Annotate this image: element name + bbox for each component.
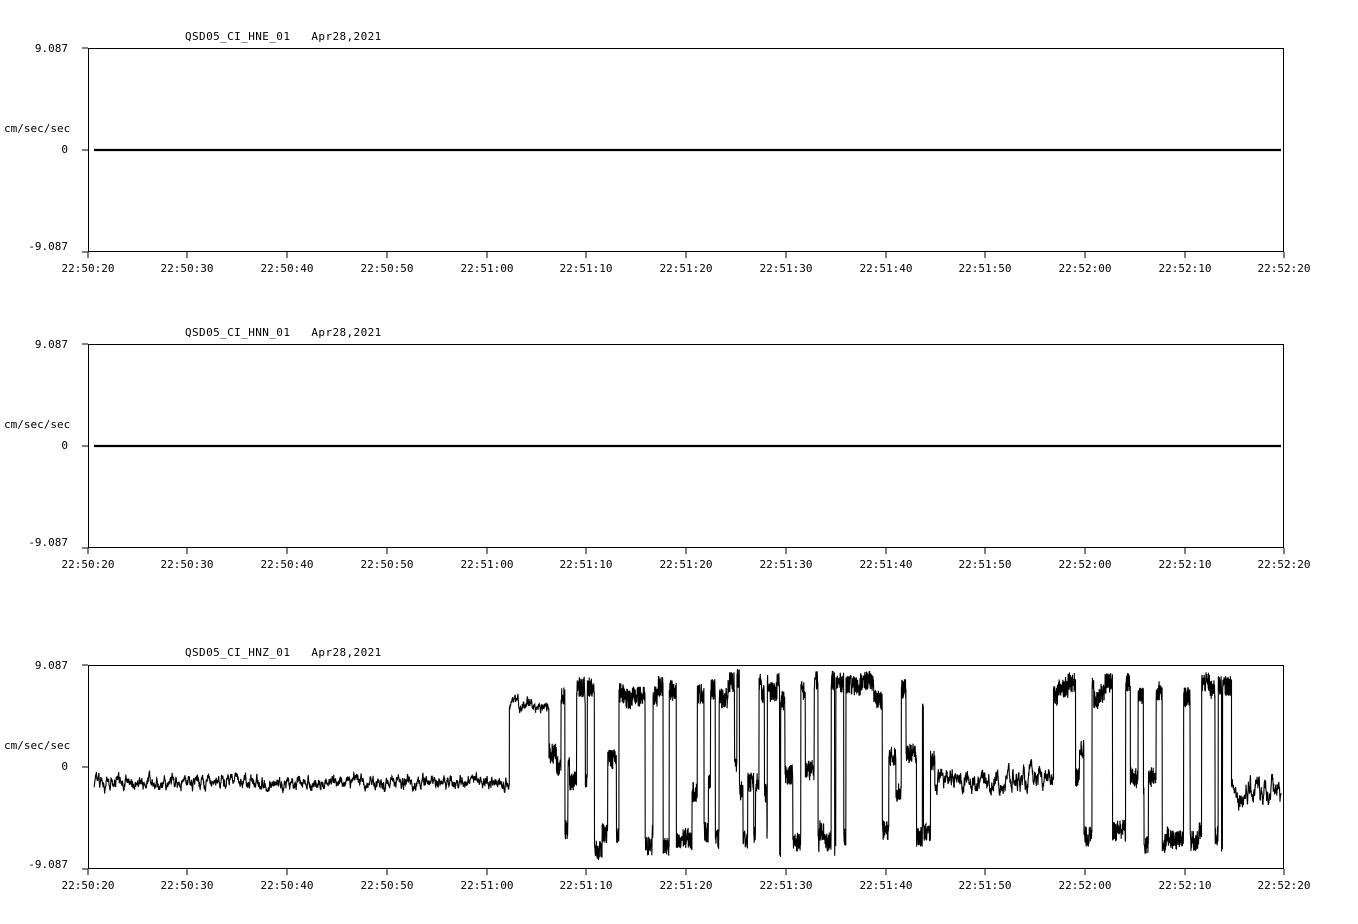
y-axis-unit-hnz: cm/sec/sec [4,739,71,752]
trace-svg-hne [0,22,1358,292]
x-axis-labels-hnz [0,879,1358,895]
xtick-8: 22:51:40 [859,879,913,892]
xtick-12: 22:52:20 [1257,262,1311,275]
xtick-7: 22:51:30 [759,262,813,275]
trace-panel-hne [0,22,1358,292]
trace-svg-hnz [0,638,1358,918]
trace-panel-hnn [0,318,1358,588]
x-axis-labels-hnn [0,558,1358,574]
xtick-5: 22:51:10 [559,879,613,892]
xtick-3: 22:50:50 [360,262,414,275]
y-axis-min-label-hnz: -9.087 [28,858,68,871]
xtick-11: 22:52:10 [1158,558,1212,571]
xtick-9: 22:51:50 [958,558,1012,571]
y-axis-max-label-hnz: 9.087 [34,659,68,672]
xtick-1: 22:50:30 [160,558,214,571]
xtick-4: 22:51:00 [460,558,514,571]
xtick-7: 22:51:30 [759,558,813,571]
xtick-4: 22:51:00 [460,879,514,892]
xtick-7: 22:51:30 [759,879,813,892]
x-axis-labels-hne [0,262,1358,278]
y-axis-min-label-hnn: -9.087 [28,536,68,549]
xtick-10: 22:52:00 [1058,262,1112,275]
xtick-10: 22:52:00 [1058,879,1112,892]
plot-title-hnz: QSD05_CI_HNZ_01 Apr28,2021 [185,646,382,659]
xtick-9: 22:51:50 [958,879,1012,892]
trace-svg-hnn [0,318,1358,588]
xtick-1: 22:50:30 [160,879,214,892]
y-axis-min-label-hne: -9.087 [28,240,68,253]
xtick-1: 22:50:30 [160,262,214,275]
xtick-12: 22:52:20 [1257,558,1311,571]
xtick-0: 22:50:20 [61,879,115,892]
xtick-2: 22:50:40 [260,879,314,892]
y-axis-unit-hne: cm/sec/sec [4,122,71,135]
xtick-0: 22:50:20 [61,262,115,275]
xtick-8: 22:51:40 [859,558,913,571]
xtick-10: 22:52:00 [1058,558,1112,571]
xtick-9: 22:51:50 [958,262,1012,275]
xtick-4: 22:51:00 [460,262,514,275]
xtick-8: 22:51:40 [859,262,913,275]
xtick-5: 22:51:10 [559,558,613,571]
xtick-5: 22:51:10 [559,262,613,275]
xtick-0: 22:50:20 [61,558,115,571]
xtick-11: 22:52:10 [1158,262,1212,275]
plot-title-hne: QSD05_CI_HNE_01 Apr28,2021 [185,30,382,43]
xtick-2: 22:50:40 [260,262,314,275]
xtick-3: 22:50:50 [360,879,414,892]
y-axis-max-label-hnn: 9.087 [34,338,68,351]
xtick-12: 22:52:20 [1257,879,1311,892]
xtick-11: 22:52:10 [1158,879,1212,892]
y-axis-unit-hnn: cm/sec/sec [4,418,71,431]
xtick-3: 22:50:50 [360,558,414,571]
y-axis-zero-label-hnz: 0 [61,760,68,773]
xtick-2: 22:50:40 [260,558,314,571]
y-axis-max-label-hne: 9.087 [34,42,68,55]
xtick-6: 22:51:20 [659,879,713,892]
plot-title-hnn: QSD05_CI_HNN_01 Apr28,2021 [185,326,382,339]
y-axis-zero-label-hnn: 0 [61,439,68,452]
trace-panel-hnz [0,638,1358,918]
xtick-6: 22:51:20 [659,558,713,571]
xtick-6: 22:51:20 [659,262,713,275]
y-axis-zero-label-hne: 0 [61,143,68,156]
